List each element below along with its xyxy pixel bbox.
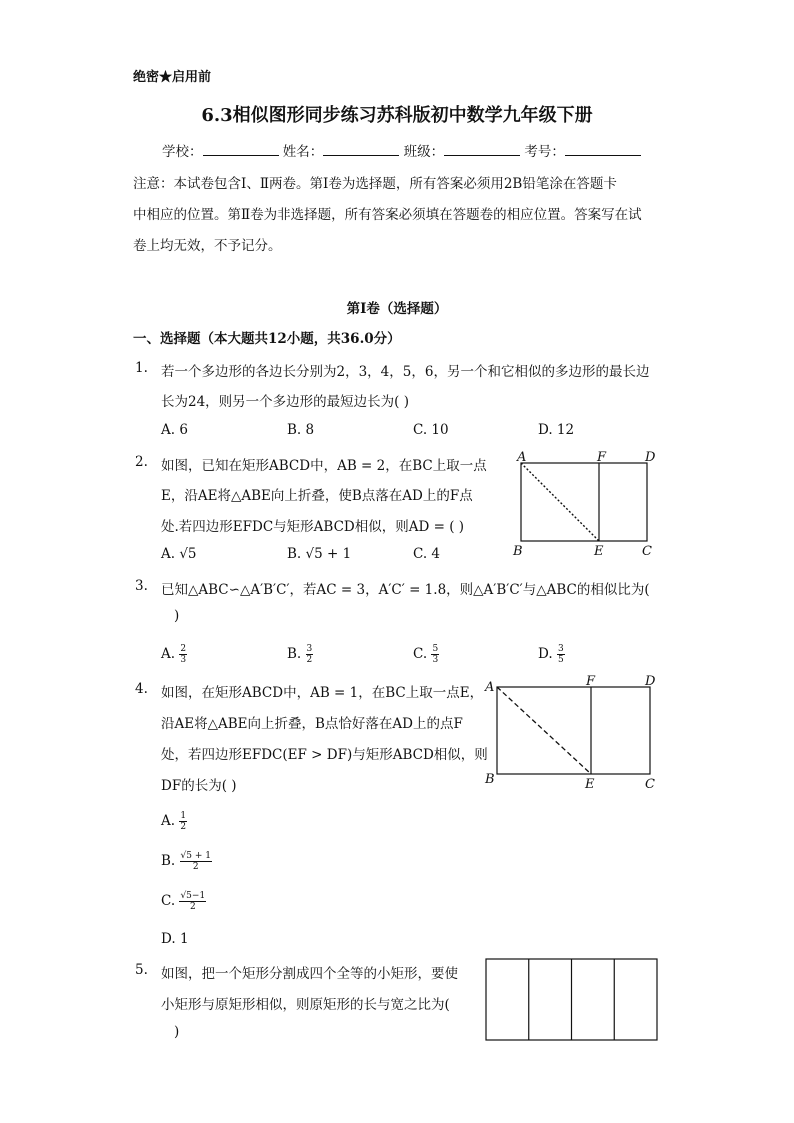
q3-option-a[interactable] <box>161 644 187 665</box>
q2-line-2: E，沿AE将△ABE向上折叠，使B点落在AD上的F点 <box>161 488 473 504</box>
q4-label-f: F <box>586 674 596 689</box>
q1-option-d[interactable]: D. 12 <box>538 422 575 438</box>
q2-option-a[interactable]: A. √5 <box>161 546 197 562</box>
q1-option-a[interactable]: A. 6 <box>161 422 188 438</box>
q5-line-2: 小矩形与原矩形相似，则原矩形的长与宽之比为( <box>161 997 450 1013</box>
q4-option-c-label: C. <box>161 893 176 909</box>
secret-label: 绝密★启用前 <box>133 70 212 85</box>
q2-rect-abcd <box>521 463 647 541</box>
notice-line-3: 卷上均无效，不予记分。 <box>133 238 282 254</box>
q2-label-f: F <box>597 450 607 465</box>
q4-label-e: E <box>585 777 595 792</box>
q4-option-b[interactable] <box>161 851 212 872</box>
q3-option-c-num: 5 <box>432 644 439 654</box>
q2-line-1: 如图，已知在矩形ABCD中，AB = 2，在BC上取一点 <box>161 458 487 474</box>
notice-line-1: 注意：本试卷包含Ⅰ、Ⅱ两卷。第Ⅰ卷为选择题，所有答案必须用2B铅笔涂在答题卡 <box>133 176 617 192</box>
q1-line-1: 若一个多边形的各边长分别为2，3，4，5，6，另一个和它相似的多边形的最长边 <box>161 364 650 380</box>
page-title: 6.3相似图形同步练习苏科版初中数学九年级下册 <box>201 105 593 126</box>
q4-label-b: B <box>485 772 495 787</box>
q3-option-c-label: C. <box>413 646 428 662</box>
section-title: 一、选择题（本大题共12小题，共36.0分） <box>133 331 401 347</box>
q3-option-b-label: B. <box>287 646 302 662</box>
q4-fold-line-ae <box>497 687 591 774</box>
q4-option-d[interactable] <box>161 931 189 947</box>
q3-option-d-den: 5 <box>557 655 564 665</box>
q1-number: 1. <box>135 360 148 376</box>
q2-label-d: D <box>645 450 656 465</box>
q3-option-b-num: 3 <box>306 644 313 654</box>
q2-label-b: B <box>513 544 523 559</box>
q3-option-d[interactable] <box>538 644 565 665</box>
number-label: 考号： <box>524 144 565 160</box>
q3-option-a-den: 3 <box>180 655 187 665</box>
q4-option-a[interactable] <box>161 811 187 832</box>
info-row <box>162 140 641 160</box>
q4-label-c: C <box>645 777 655 792</box>
q2-label-e: E <box>594 544 604 559</box>
q3-option-d-num: 3 <box>557 644 564 654</box>
q4-option-a-den: 2 <box>180 822 187 832</box>
number-blank[interactable] <box>565 143 641 156</box>
q4-rect-abcd <box>497 687 650 774</box>
q3-option-a-label: A. <box>161 646 176 662</box>
q4-option-b-num: √5 + 1 <box>180 851 211 861</box>
q4-label-d: D <box>645 674 656 689</box>
q4-option-b-label: B. <box>161 853 176 869</box>
q3-line-2: ) <box>174 608 180 624</box>
notice-line-2: 中相应的位置。第Ⅱ卷为非选择题，所有答案必须填在答题卷的相应位置。答案写在试 <box>133 207 642 223</box>
q2-line-3: 处.若四边形EFDC与矩形ABCD相似，则AD = ( ) <box>161 519 465 535</box>
q4-option-c-den: 2 <box>189 902 196 912</box>
q3-option-a-num: 2 <box>180 644 187 654</box>
q2-fold-line-ae <box>521 463 599 541</box>
q4-option-d-label: D. <box>161 931 176 947</box>
q4-line-1: 如图，在矩形ABCD中，AB = 1，在BC上取一点E， <box>161 685 484 701</box>
q2-number: 2. <box>135 454 148 470</box>
q1-option-b[interactable]: B. 8 <box>287 422 315 438</box>
q1-line-2: 长为24，则另一个多边形的最短边长为( ) <box>161 394 410 410</box>
q4-line-2: 沿AE将△ABE向上折叠，B点恰好落在AD上的点F <box>161 716 463 732</box>
q5-line-3: ) <box>174 1024 180 1040</box>
q4-label-a: A <box>485 680 495 695</box>
q2-option-b[interactable]: B. √5 + 1 <box>287 546 352 562</box>
q4-option-c-num: √5−1 <box>180 891 206 901</box>
class-label: 班级： <box>403 144 445 160</box>
q2-figure <box>510 448 660 560</box>
q3-line-1: 已知△ABC∽△A′B′C′，若AC = 3，A′C′ = 1.8，则△A′B′C′与△ABC的相似比为( <box>161 582 650 598</box>
q2-option-c[interactable]: C. 4 <box>413 546 441 562</box>
q2-label-c: C <box>642 544 652 559</box>
q3-number: 3. <box>135 578 148 594</box>
q3-option-c-den: 3 <box>432 655 439 665</box>
q3-option-b[interactable] <box>287 644 313 665</box>
q5-number: 5. <box>135 962 148 978</box>
q4-option-b-den: 2 <box>192 862 199 872</box>
q5-line-1: 如图，把一个矩形分割成四个全等的小矩形，要使 <box>161 966 458 982</box>
school-label: 学校： <box>162 144 203 160</box>
school-blank[interactable] <box>203 143 279 156</box>
name-blank[interactable] <box>323 143 399 156</box>
q4-option-a-label: A. <box>161 813 176 829</box>
volume-title: 第Ⅰ卷（选择题） <box>346 301 448 317</box>
q2-label-a: A <box>517 450 527 465</box>
q5-figure <box>484 957 659 1043</box>
q3-option-b-den: 2 <box>306 655 313 665</box>
q3-option-c[interactable] <box>413 644 439 665</box>
name-label: 姓名： <box>282 144 324 160</box>
q4-figure <box>483 674 663 792</box>
q4-number: 4. <box>135 681 148 697</box>
q3-option-d-label: D. <box>538 646 553 662</box>
q4-option-a-num: 1 <box>180 811 187 821</box>
q1-option-c[interactable]: C. 10 <box>413 422 449 438</box>
class-blank[interactable] <box>444 143 520 156</box>
q4-option-d-text: 1 <box>179 931 189 947</box>
q4-line-3: 处，若四边形EFDC(EF > DF)与矩形ABCD相似，则 <box>161 747 488 763</box>
q4-line-4: DF的长为( ) <box>161 778 237 794</box>
q4-option-c[interactable] <box>161 891 206 912</box>
